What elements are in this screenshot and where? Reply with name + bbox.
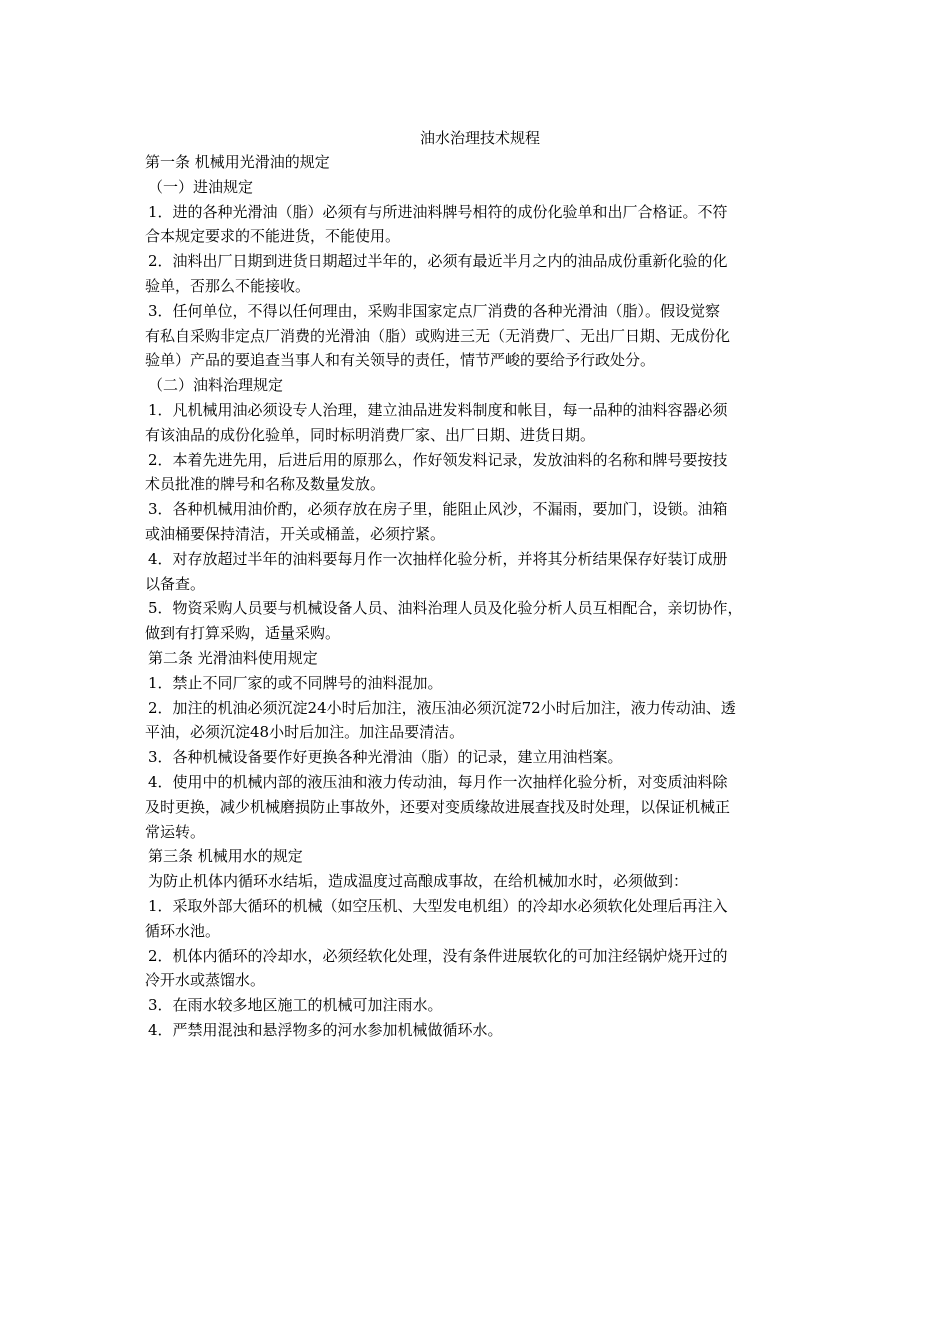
document-line: 为防止机体内循环水结垢，造成温度过高酿成事故，在给机械加水时，必须做到： bbox=[148, 872, 689, 891]
document-line: 验单）产品的要追查当事人和有关领导的责任，情节严峻的要给予行政处分。 bbox=[145, 351, 656, 370]
document-line: 5．物资采购人员要与机械设备人员、油料治理人员及化验分析人员互相配合，亲切协作， bbox=[148, 599, 743, 618]
document-line: 第二条 光滑油料使用规定 bbox=[148, 648, 318, 667]
document-line: 以备查。 bbox=[145, 574, 206, 593]
document-line: 2．本着先进先用，后进后用的原那么，作好领发料记录，发放油料的名称和牌号要按技 bbox=[148, 450, 728, 469]
document-line: 第三条 机械用水的规定 bbox=[148, 847, 303, 866]
document-line: 3．在雨水较多地区施工的机械可加注雨水。 bbox=[148, 996, 443, 1015]
document-line: 做到有打算采购，适量采购。 bbox=[145, 624, 341, 643]
document-line: 第一条 机械用光滑油的规定 bbox=[145, 153, 330, 171]
document-line: 有私自采购非定点厂消费的光滑油（脂）或购进三无（无消费厂、无出厂日期、无成份化 bbox=[145, 326, 731, 345]
document-line: 1．禁止不同厂家的或不同牌号的油料混加。 bbox=[148, 673, 443, 692]
document-line: 4．使用中的机械内部的液压油和液力传动油，每月作一次抽样化验分析，对变质油料除 bbox=[148, 772, 728, 791]
document-line: （二）油料治理规定 bbox=[148, 376, 284, 395]
document-line: 合本规定要求的不能进货，不能使用。 bbox=[145, 227, 401, 246]
document-line: 或油桶要保持清洁，开关或桶盖，必须拧紧。 bbox=[145, 524, 446, 543]
document-title: 油水治理技术规程 bbox=[419, 129, 540, 147]
document-page bbox=[145, 126, 815, 1043]
document-line: 平油，必须沉淀48小时后加注。加注品要清洁。 bbox=[145, 723, 465, 742]
document-line: 有该油品的成份化验单，同时标明消费厂家、出厂日期、进货日期。 bbox=[145, 425, 596, 444]
document-line: 冷开水或蒸馏水。 bbox=[145, 971, 266, 990]
document-line: 4．对存放超过半年的油料要每月作一次抽样化验分析，并将其分析结果保存好装订成册 bbox=[148, 549, 728, 568]
document-line: 循环水池。 bbox=[145, 921, 221, 940]
document-line: 1．进的各种光滑油（脂）必须有与所进油料牌号相符的成份化验单和出厂合格证。不符 bbox=[148, 202, 728, 221]
document-line: 2．加注的机油必须沉淀24小时后加注，液压油必须沉淀72小时后加注，液力传动油、透 bbox=[148, 698, 736, 717]
document-line: 3．各种机械用油价酌，必须存放在房子里，能阻止风沙，不漏雨，要加门，设锁。油箱 bbox=[148, 500, 728, 519]
document-line: 验单，否那么不能接收。 bbox=[145, 276, 311, 295]
document-line: 2．油料出厂日期到进货日期超过半年的，必须有最近半月之内的油品成份重新化验的化 bbox=[148, 252, 728, 271]
document-line: 4．严禁用混浊和悬浮物多的河水参加机械做循环水。 bbox=[148, 1020, 503, 1039]
document-line: （一）进油规定 bbox=[148, 177, 254, 196]
document-line: 3．各种机械设备要作好更换各种光滑油（脂）的记录，建立用油档案。 bbox=[148, 748, 623, 767]
document-line: 2．机体内循环的冷却水，必须经软化处理，没有条件进展软化的可加注经锅炉烧开过的 bbox=[148, 946, 728, 965]
document-line: 3．任何单位，不得以任何理由，采购非国家定点厂消费的各种光滑油（脂）。假设觉察 bbox=[148, 301, 721, 320]
document-body bbox=[145, 150, 815, 1043]
document-line: 及时更换，减少机械磨损防止事故外，还要对变质缘故进展查找及时处理，以保证机械正 bbox=[145, 797, 731, 816]
document-line: 常运转。 bbox=[145, 822, 206, 841]
document-line: 1．凡机械用油必须设专人治理，建立油品进发料制度和帐目，每一品种的油料容器必须 bbox=[148, 400, 728, 419]
document-line: 术员批准的牌号和名称及数量发放。 bbox=[145, 475, 386, 494]
document-line: 1．采取外部大循环的机械（如空压机、大型发电机组）的冷却水必须软化处理后再注入 bbox=[148, 896, 728, 915]
